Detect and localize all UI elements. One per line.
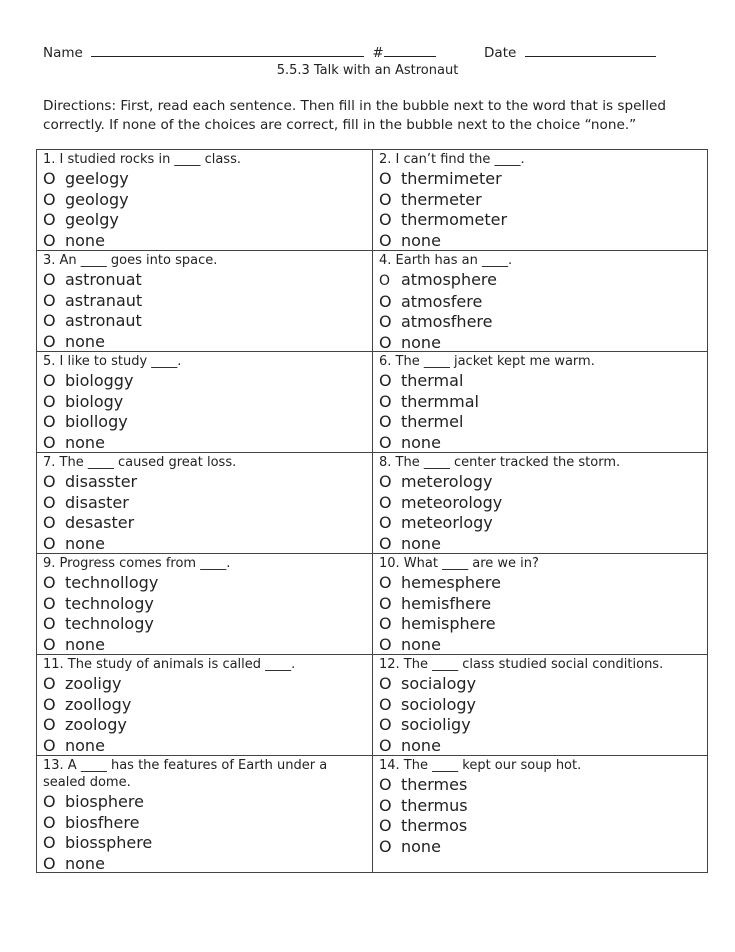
answer-bubble[interactable]: O [43, 492, 56, 512]
option-label: technology [65, 614, 154, 633]
question-cell-4 [373, 251, 707, 352]
answer-bubble[interactable]: O [43, 270, 56, 289]
question-cell-3 [37, 251, 373, 352]
answer-option[interactable] [43, 371, 372, 392]
option-label: technology [65, 593, 154, 613]
answer-bubble[interactable]: O [379, 492, 392, 512]
option-label: sociology [401, 694, 477, 714]
answer-option[interactable] [43, 270, 372, 291]
answer-option[interactable] [379, 371, 707, 392]
answer-bubble[interactable]: O [379, 513, 392, 532]
question-prompt: 8. The ____ center tracked the storm. [379, 455, 621, 470]
answer-option[interactable] [379, 635, 707, 656]
answer-bubble[interactable]: O [43, 371, 56, 390]
answer-bubble[interactable]: O [43, 715, 56, 734]
option-label: thermometer [401, 210, 508, 229]
option-label: none [401, 836, 441, 856]
question-prompt: 4. Earth has an ____. [379, 253, 513, 268]
answer-option[interactable] [43, 854, 372, 873]
answer-bubble[interactable]: O [43, 812, 56, 832]
option-label: meteorlogy [401, 513, 493, 532]
answer-option[interactable] [379, 513, 707, 534]
answer-bubble[interactable]: O [379, 634, 392, 654]
answer-bubble[interactable]: O [43, 792, 56, 811]
question-cell-10 [373, 554, 707, 655]
question-grid [36, 149, 708, 873]
answer-bubble[interactable]: O [379, 291, 392, 311]
option-label: astronaut [65, 311, 142, 330]
option-label: meteorology [401, 492, 503, 512]
option-label: thermus [401, 795, 468, 815]
name-label: Name [43, 45, 83, 61]
answer-bubble[interactable]: O [43, 593, 56, 613]
answer-bubble[interactable]: O [43, 573, 56, 592]
option-label: none [401, 332, 441, 352]
option-label: atmosphere [401, 270, 497, 289]
answer-bubble[interactable]: O [43, 311, 56, 330]
option-label: technollogy [65, 573, 159, 592]
option-label: thermel [401, 412, 464, 431]
answer-option[interactable] [379, 190, 707, 211]
answer-bubble[interactable]: O [379, 593, 392, 613]
question-prompt: 14. The ____ kept our soup hot. [379, 758, 582, 773]
answer-option[interactable] [43, 674, 372, 695]
answer-bubble[interactable]: O [379, 210, 392, 229]
option-label: thermos [401, 816, 468, 835]
answer-bubble[interactable]: O [379, 472, 392, 491]
answer-bubble[interactable]: O [379, 836, 392, 856]
answer-option[interactable] [379, 231, 707, 252]
answer-option[interactable] [43, 231, 372, 252]
number-field[interactable] [384, 44, 436, 57]
option-label: geology [65, 189, 129, 209]
answer-bubble[interactable]: O [43, 853, 56, 872]
answer-option[interactable] [379, 816, 707, 837]
answer-option[interactable] [379, 472, 707, 493]
answer-bubble[interactable]: O [43, 674, 56, 693]
option-label: hemisphere [401, 614, 496, 633]
option-label: thermmal [401, 391, 479, 411]
question-prompt: 13. A ____ has the features of Earth under a sealed dome. [43, 758, 328, 790]
answer-option[interactable] [43, 534, 372, 555]
header [43, 44, 663, 61]
answer-option[interactable] [43, 472, 372, 493]
answer-bubble[interactable]: O [379, 573, 392, 592]
answer-bubble[interactable]: O [379, 533, 392, 553]
answer-option[interactable] [379, 775, 707, 796]
answer-option[interactable] [379, 433, 707, 454]
option-label: none [401, 230, 441, 250]
option-label: disaster [65, 492, 129, 512]
answer-bubble[interactable]: O [43, 210, 56, 229]
option-label: desaster [65, 513, 135, 532]
answer-option[interactable] [43, 513, 372, 534]
answer-bubble[interactable]: O [379, 795, 392, 815]
option-label: none [65, 853, 105, 872]
question-prompt: 10. What ____ are we in? [379, 556, 539, 571]
answer-bubble[interactable]: O [379, 312, 392, 331]
option-label: thermeter [401, 189, 482, 209]
answer-option[interactable] [43, 412, 372, 433]
option-label: none [401, 735, 441, 755]
answer-bubble[interactable]: O [43, 391, 56, 411]
answer-option[interactable] [43, 736, 372, 757]
question-prompt: 5. I like to study ____. [43, 354, 182, 369]
option-label: none [401, 432, 441, 452]
answer-option[interactable] [379, 715, 707, 736]
answer-bubble[interactable]: O [379, 735, 392, 755]
question-cell-11 [37, 655, 373, 756]
question-cell-5 [37, 352, 373, 453]
answer-option[interactable] [43, 433, 372, 454]
option-label: atmosfhere [401, 312, 493, 331]
answer-option[interactable] [43, 715, 372, 736]
answer-option[interactable] [43, 291, 372, 312]
answer-option[interactable] [379, 292, 707, 313]
answer-option[interactable] [43, 392, 372, 413]
answer-bubble[interactable]: O [43, 533, 56, 553]
answer-bubble[interactable]: O [379, 412, 392, 431]
question-prompt: 9. Progress comes from ____. [43, 556, 231, 571]
question-prompt: 2. I can’t find the ____. [379, 152, 525, 167]
answer-option[interactable] [43, 311, 372, 332]
option-label: none [65, 230, 105, 250]
answer-option[interactable] [43, 190, 372, 211]
answer-option[interactable] [43, 695, 372, 716]
answer-option[interactable] [379, 837, 707, 858]
answer-bubble[interactable]: O [43, 331, 56, 351]
option-label: hemisfhere [401, 593, 492, 613]
answer-bubble[interactable]: O [379, 816, 392, 835]
option-label: atmosfere [401, 291, 483, 311]
option-label: none [65, 432, 105, 452]
question-cell-14 [373, 756, 707, 872]
answer-option[interactable] [43, 493, 372, 514]
answer-bubble[interactable]: O [43, 614, 56, 633]
question-cell-9 [37, 554, 373, 655]
answer-option[interactable] [43, 813, 372, 834]
question-prompt: 1. I studied rocks in ____ class. [43, 152, 241, 167]
option-label: socialogy [401, 674, 477, 693]
answer-option[interactable] [379, 270, 707, 292]
option-label: none [65, 634, 105, 654]
answer-option[interactable] [379, 392, 707, 413]
option-label: disasster [65, 472, 138, 491]
worksheet-title: 5.5.3 Talk with an Astronaut [276, 63, 459, 78]
answer-bubble[interactable]: O [379, 432, 392, 452]
question-cell-6 [373, 352, 707, 453]
answer-option[interactable] [379, 493, 707, 514]
answer-option[interactable] [43, 573, 372, 594]
question-prompt: 12. The ____ class studied social conditions. [379, 657, 664, 672]
answer-option[interactable] [379, 594, 707, 615]
answer-option[interactable] [379, 695, 707, 716]
answer-bubble[interactable]: O [379, 775, 392, 794]
question-cell-1 [37, 150, 373, 251]
option-label: geelogy [65, 169, 129, 188]
number-label: # [372, 45, 384, 61]
option-label: biossphere [65, 833, 153, 852]
question-cell-12 [373, 655, 707, 756]
answer-bubble[interactable]: O [43, 230, 56, 250]
option-label: thermes [401, 775, 468, 794]
answer-option[interactable] [43, 635, 372, 656]
answer-option[interactable] [43, 594, 372, 615]
option-label: thermal [401, 371, 464, 390]
question-prompt: 6. The ____ jacket kept me warm. [379, 354, 595, 369]
option-label: astronuat [65, 270, 142, 289]
answer-option[interactable] [379, 573, 707, 594]
option-label: zoology [65, 715, 127, 734]
answer-option[interactable] [379, 412, 707, 433]
answer-bubble[interactable]: O [43, 634, 56, 654]
option-label: zoollogy [65, 694, 132, 714]
answer-option[interactable] [43, 792, 372, 813]
answer-bubble[interactable]: O [43, 290, 56, 310]
question-cell-13 [37, 756, 373, 872]
answer-bubble[interactable]: O [43, 513, 56, 532]
directions: Directions: First, read each sentence. Then fill in the bubble next to the word that is spelled correctly. If none of the choices are correct, fill in the bubble next to the choice “none.” [43, 98, 666, 133]
answer-option[interactable] [43, 614, 372, 635]
answer-bubble[interactable]: O [379, 674, 392, 693]
option-label: none [401, 634, 441, 654]
answer-bubble[interactable]: O [43, 472, 56, 491]
option-label: astranaut [65, 290, 143, 310]
answer-bubble[interactable]: O [379, 273, 391, 289]
answer-option[interactable] [379, 312, 707, 333]
answer-option[interactable] [379, 796, 707, 817]
option-label: biosfhere [65, 812, 140, 832]
answer-bubble[interactable]: O [43, 694, 56, 714]
answer-bubble[interactable]: O [379, 332, 392, 352]
option-label: biologgy [65, 371, 134, 390]
option-label: socioligy [401, 715, 471, 734]
option-label: geolgy [65, 210, 119, 229]
option-label: biollogy [65, 412, 128, 431]
answer-option[interactable] [379, 169, 707, 190]
option-label: thermimeter [401, 169, 502, 188]
question-cell-2 [373, 150, 707, 251]
date-field[interactable] [525, 44, 656, 57]
option-label: zooligy [65, 674, 122, 693]
answer-bubble[interactable]: O [379, 189, 392, 209]
answer-option[interactable] [379, 333, 707, 353]
answer-bubble[interactable]: O [379, 169, 392, 188]
answer-bubble[interactable]: O [43, 735, 56, 755]
answer-option[interactable] [379, 210, 707, 231]
answer-option[interactable] [43, 210, 372, 231]
option-label: none [401, 533, 441, 553]
option-label: none [65, 331, 105, 351]
answer-bubble[interactable]: O [379, 230, 392, 250]
option-label: none [65, 533, 105, 553]
answer-option[interactable] [379, 736, 707, 757]
answer-option[interactable] [379, 614, 707, 635]
option-label: hemesphere [401, 573, 501, 592]
date-label: Date [484, 45, 517, 61]
option-label: meterology [401, 472, 493, 491]
answer-option[interactable] [43, 169, 372, 190]
answer-bubble[interactable]: O [379, 371, 392, 390]
question-prompt: 7. The ____ caused great loss. [43, 455, 237, 470]
answer-option[interactable] [43, 332, 372, 353]
answer-bubble[interactable]: O [379, 715, 392, 734]
answer-bubble[interactable]: O [43, 432, 56, 452]
question-prompt: 3. An ____ goes into space. [43, 253, 218, 268]
option-label: biosphere [65, 792, 144, 811]
question-cell-7 [37, 453, 373, 554]
answer-bubble[interactable]: O [379, 391, 392, 411]
answer-option[interactable] [379, 534, 707, 555]
answer-bubble[interactable]: O [379, 614, 392, 633]
answer-option[interactable] [379, 674, 707, 695]
answer-bubble[interactable]: O [43, 169, 56, 188]
answer-option[interactable] [43, 833, 372, 854]
answer-bubble[interactable]: O [43, 833, 56, 852]
name-field[interactable] [91, 44, 364, 57]
option-label: biology [65, 391, 124, 411]
answer-bubble[interactable]: O [379, 694, 392, 714]
question-prompt: 11. The study of animals is called ____. [43, 657, 296, 672]
question-cell-8 [373, 453, 707, 554]
answer-bubble[interactable]: O [43, 412, 56, 431]
option-label: none [65, 735, 105, 755]
answer-bubble[interactable]: O [43, 189, 56, 209]
